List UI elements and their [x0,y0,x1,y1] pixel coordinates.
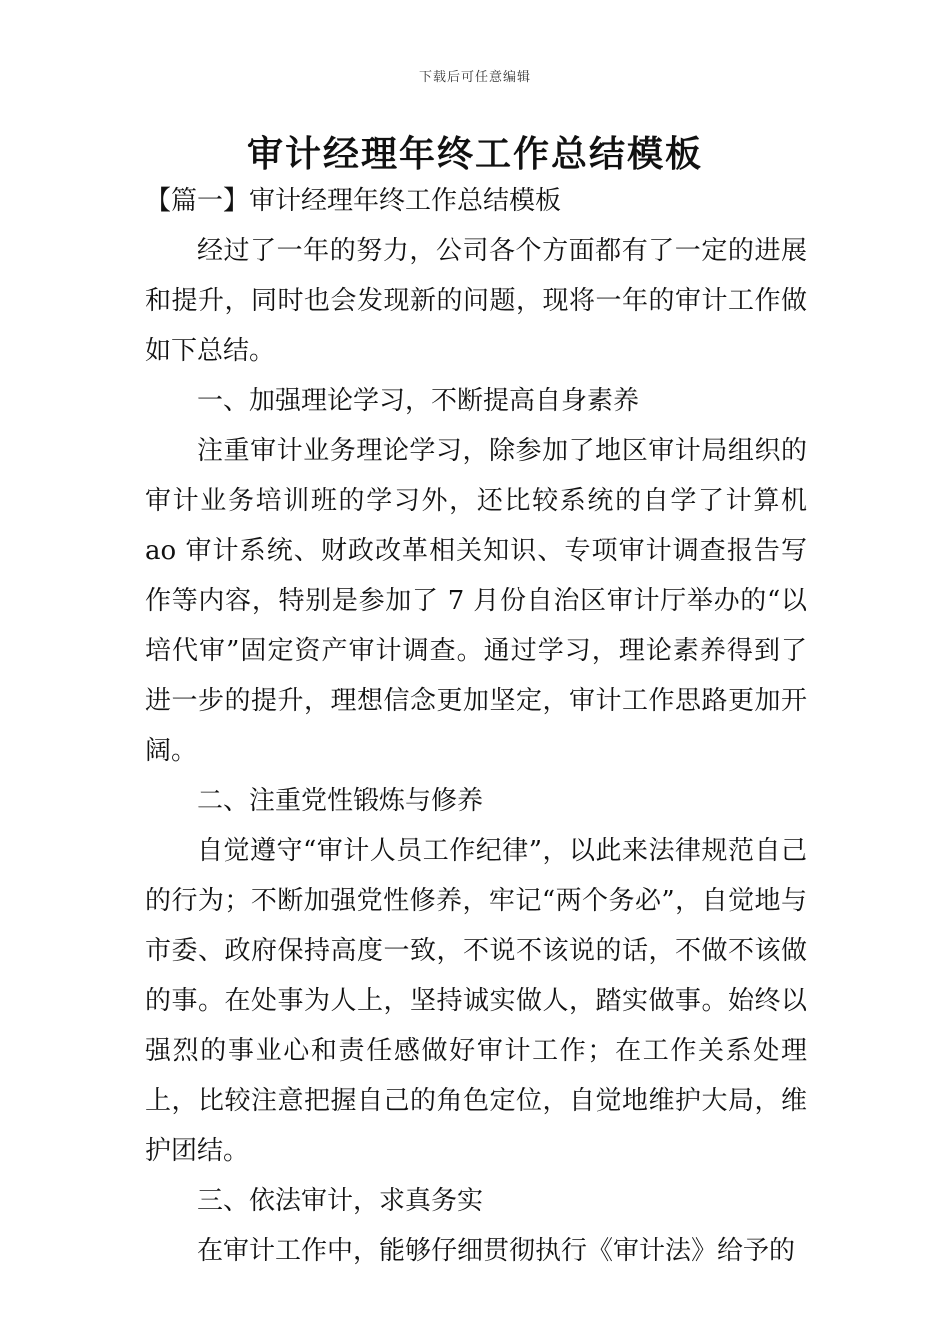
subheading-1: 一、加强理论学习，不断提高自身素养 [197,386,640,416]
section-heading: 【篇一】审计经理年终工作总结模板 [145,186,562,216]
header-note: 下载后可任意编辑 [418,70,531,85]
paragraph-intro: 经过了一年的努力，公司各个方面都有了一定的进展和提升，同时也会发现新的问题，现将一年的审计工作做如下总结。 [145,236,807,366]
subheading-2: 二、注重党性锻炼与修养 [197,786,484,816]
paragraph-2: 自觉遵守“审计人员工作纪律”，以此来法律规范自己的行为；不断加强党性修养，牢记“两个务必”，自觉地与市委、政府保持高度一致，不说不该说的话，不做不该做的事。在处事为人上，坚持诚实做人，踏实做事。始终以强烈的事业心和责任感做好审计工作；在工作关系处理上，比较注意把握自己的角色定位，自觉地维护大局，维护团结。 [145,836,807,1166]
subheading-3: 三、依法审计，求真务实 [197,1186,484,1216]
document-title: 审计经理年终工作总结模板 [246,134,703,175]
document-body [145,176,807,1276]
paragraph-1: 注重审计业务理论学习，除参加了地区审计局组织的审计业务培训班的学习外，还比较系统的自学了计算机 ao 审计系统、财政改革相关知识、专项审计调查报告写作等内容，特别是参加了 7 月份自治区审计厅举办的“以培代审”固定资产审计调查。通过学习，理论素养得到了进一步的提升，理想信念更加坚定，审计工作思路更加开阔。 [145,436,807,766]
paragraph-3: 在审计工作中，能够仔细贯彻执行《审计法》给予的 [197,1236,796,1266]
